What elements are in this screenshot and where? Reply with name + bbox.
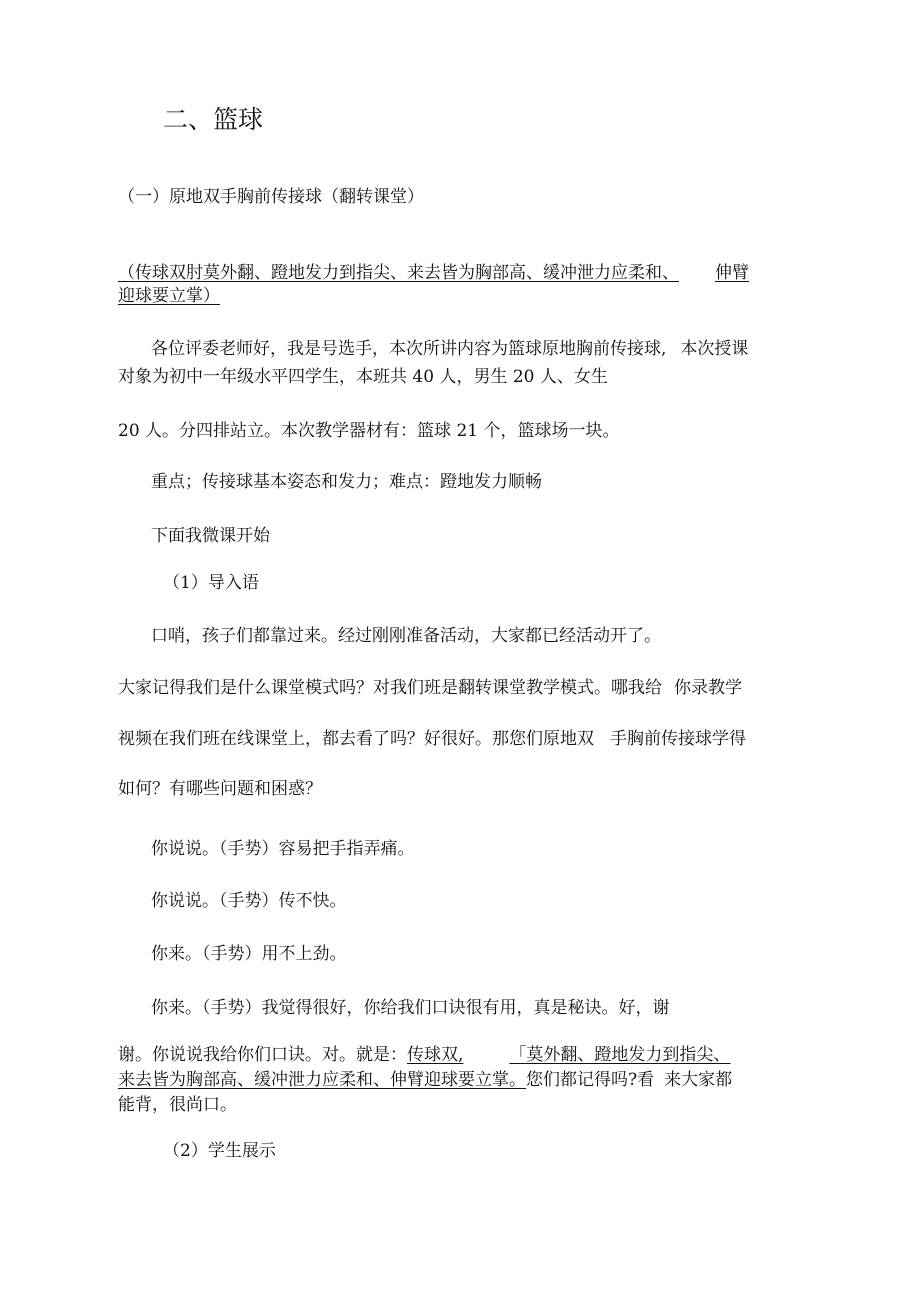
mnemonic-note-line2 [118,285,220,307]
dialogue-line-2: 你说说。（手势）传不快。 [151,891,347,911]
paragraph1-line4: 如何？有哪些问题和困惑？ [118,779,322,799]
paragraph1-line1: 口哨，孩子们都靠过来。经过刚刚准备活动，大家都已经活动开了。 [151,626,661,646]
mnemonic-note-line1 [118,262,749,284]
key-points: 重点；传接球基本姿态和发力；难点：蹬地发力顺畅 [151,472,542,492]
mnemonic-note-part3: 迎球要立掌） [118,286,220,306]
intro-line3: 20 人。分四排站立。本次教学器材有：篮球 21 个，篮球场一块。 [118,421,620,441]
mnemonic-note-part1: （传球双肘莫外翻、蹬地发力到指尖、来去皆为胸部高、缓冲泄力应柔和、 [118,263,679,283]
paragraph2-line1 [118,1044,730,1066]
mnemonic-note-part2: 伸臂 [715,263,749,283]
paragraph2-line1-underlined-b: 「莫外翻、蹬地发力到指尖、 [509,1045,731,1065]
intro-line2: 对象为初中一年级水平四学生，本班共 40 人，男生 20 人、女生 [118,367,608,387]
page-heading: 二、篮球 [163,105,264,134]
paragraph2-line2 [118,1069,732,1091]
intro-line1 [151,338,748,360]
dialogue-line-1: 你说说。（手势）容易把手指弄痛。 [151,839,415,859]
paragraph2-line1-underlined-a: 传球双, [407,1045,464,1065]
dialogue-line-4: 你来。（手势）我觉得很好，你给我们口诀很有用，真是秘诀。好，谢 [151,998,670,1018]
paragraph1-line2 [118,677,742,699]
paragraph2-line1-plain: 谢。你说说我给你们口诀。对。就是： [118,1045,407,1065]
underline-gap [679,262,715,284]
paragraph1-line3 [118,728,746,750]
paragraph1-line2-a: 大家记得我们是什么课堂模式吗？对我们班是翻转课堂教学模式。哪我给 [118,678,662,698]
lesson-start: 下面我微课开始 [151,526,270,546]
paragraph2-line2-plain-b: 来大家都 [664,1070,733,1090]
paragraph2-line2-plain-a: 您们都记得吗?看 [526,1070,655,1090]
paragraph2-line3: 能背，很尚口。 [118,1095,237,1115]
intro-line1-a: 各位评委老师好，我是号选手，本次所讲内容为篮球原地胸前传接球, [151,339,667,359]
intro-line1-b: 本次授课 [680,339,749,359]
paragraph2-line2-underlined: 来去皆为胸部高、缓冲泄力应柔和、伸臂迎球要立掌。 [118,1070,526,1090]
dialogue-line-3: 你来。（手势）用不上劲。 [151,944,347,964]
section-title: （一）原地双手胸前传接球（翻转课堂） [118,187,424,207]
paragraph1-line3-b: 手胸前传接球学得 [610,729,746,749]
paragraph1-line3-a: 视频在我们班在线课堂上，都去看了吗？好很好。那您们原地双 [118,729,594,749]
step-2-title: （2）学生展示 [163,1141,276,1161]
step-1-title: （1）导入语 [163,573,259,593]
paragraph1-line2-b: 你录教学 [674,678,742,698]
